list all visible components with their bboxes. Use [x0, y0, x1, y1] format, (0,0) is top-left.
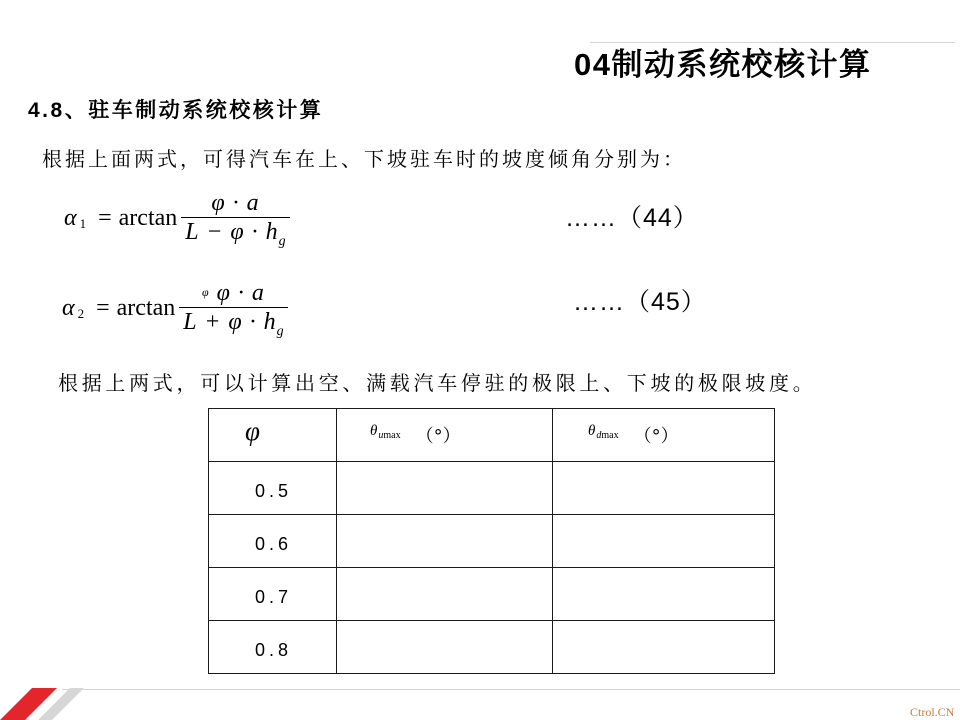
theta-symbol: θ [370, 423, 378, 439]
cell-phi-value [209, 515, 337, 568]
equals-sign: = [96, 294, 110, 321]
phi-symbol: φ [245, 416, 260, 446]
formula-44 [64, 189, 290, 249]
equation-tag-44: ……（44） [565, 204, 699, 232]
fraction-denominator [181, 217, 289, 249]
phi-value: 0.7 [255, 587, 293, 607]
cell-theta-u [337, 462, 553, 515]
phi-value: 0.6 [255, 534, 293, 554]
alpha-subscript: 2 [77, 305, 85, 321]
header-cell-theta-d [553, 409, 775, 462]
cell-theta-d [553, 462, 775, 515]
theta-symbol: θ [588, 423, 596, 439]
theta-u-header [337, 409, 552, 447]
arctan-function: arctan [116, 294, 176, 321]
header-cell-theta-u [337, 409, 553, 462]
cell-theta-d [553, 621, 775, 674]
degree-unit: （°） [633, 426, 679, 447]
table-row [209, 621, 775, 674]
fraction-numerator [179, 279, 287, 307]
header-rule [590, 42, 955, 43]
slide-title: 04制动系统校核计算 [574, 47, 872, 82]
cell-theta-u [337, 621, 553, 674]
degree-unit: （°） [415, 426, 461, 447]
alpha-symbol: α [62, 294, 75, 321]
numerator-prefix: φ [202, 285, 210, 299]
theta-subscript-var: d [596, 430, 602, 441]
cell-phi-value [209, 568, 337, 621]
fraction [179, 279, 287, 339]
cell-theta-u [337, 515, 553, 568]
cell-phi-value [209, 462, 337, 515]
phi-value: 0.8 [255, 640, 293, 660]
fraction-denominator [179, 307, 287, 339]
footer-decoration [0, 680, 960, 720]
denominator-expression: L − φ · h [185, 219, 279, 245]
denominator-subscript: g [278, 234, 286, 249]
theta-d-header [553, 409, 774, 447]
watermark: Ctrol.CN [910, 705, 955, 719]
alpha-symbol: α [64, 204, 77, 231]
cell-phi-value [209, 621, 337, 674]
table-row [209, 515, 775, 568]
table-row [209, 568, 775, 621]
header-cell-phi [209, 409, 337, 462]
formula-45 [62, 279, 288, 339]
equation-tag-45: ……（45） [573, 288, 707, 316]
table-row [209, 462, 775, 515]
fraction-numerator [181, 189, 289, 217]
section-heading: 4.8、驻车制动系统校核计算 [28, 99, 324, 122]
numerator-expression: φ · a [211, 190, 260, 216]
denominator-subscript: g [276, 324, 284, 339]
theta-subscript-var: u [378, 430, 384, 441]
conclusion-text: 根据上两式，可以计算出空、满载汽车停驻的极限上、下坡的极限坡度。 [58, 371, 817, 395]
intro-text: 根据上面两式，可得汽车在上、下坡驻车时的坡度倾角分别为： [42, 147, 686, 171]
arctan-function: arctan [118, 204, 178, 231]
alpha-subscript: 1 [79, 215, 87, 231]
cell-theta-u [337, 568, 553, 621]
denominator-expression: L + φ · h [183, 309, 277, 335]
theta-subscript-max: max [601, 430, 619, 441]
equals-sign: = [98, 204, 112, 231]
cell-theta-d [553, 515, 775, 568]
table-header-row [209, 409, 775, 462]
limit-slope-table [208, 408, 775, 674]
phi-value: 0.5 [255, 481, 293, 501]
numerator-expression: φ · a [216, 280, 265, 306]
theta-subscript-max: max [383, 430, 401, 441]
cell-theta-d [553, 568, 775, 621]
fraction [181, 189, 289, 249]
